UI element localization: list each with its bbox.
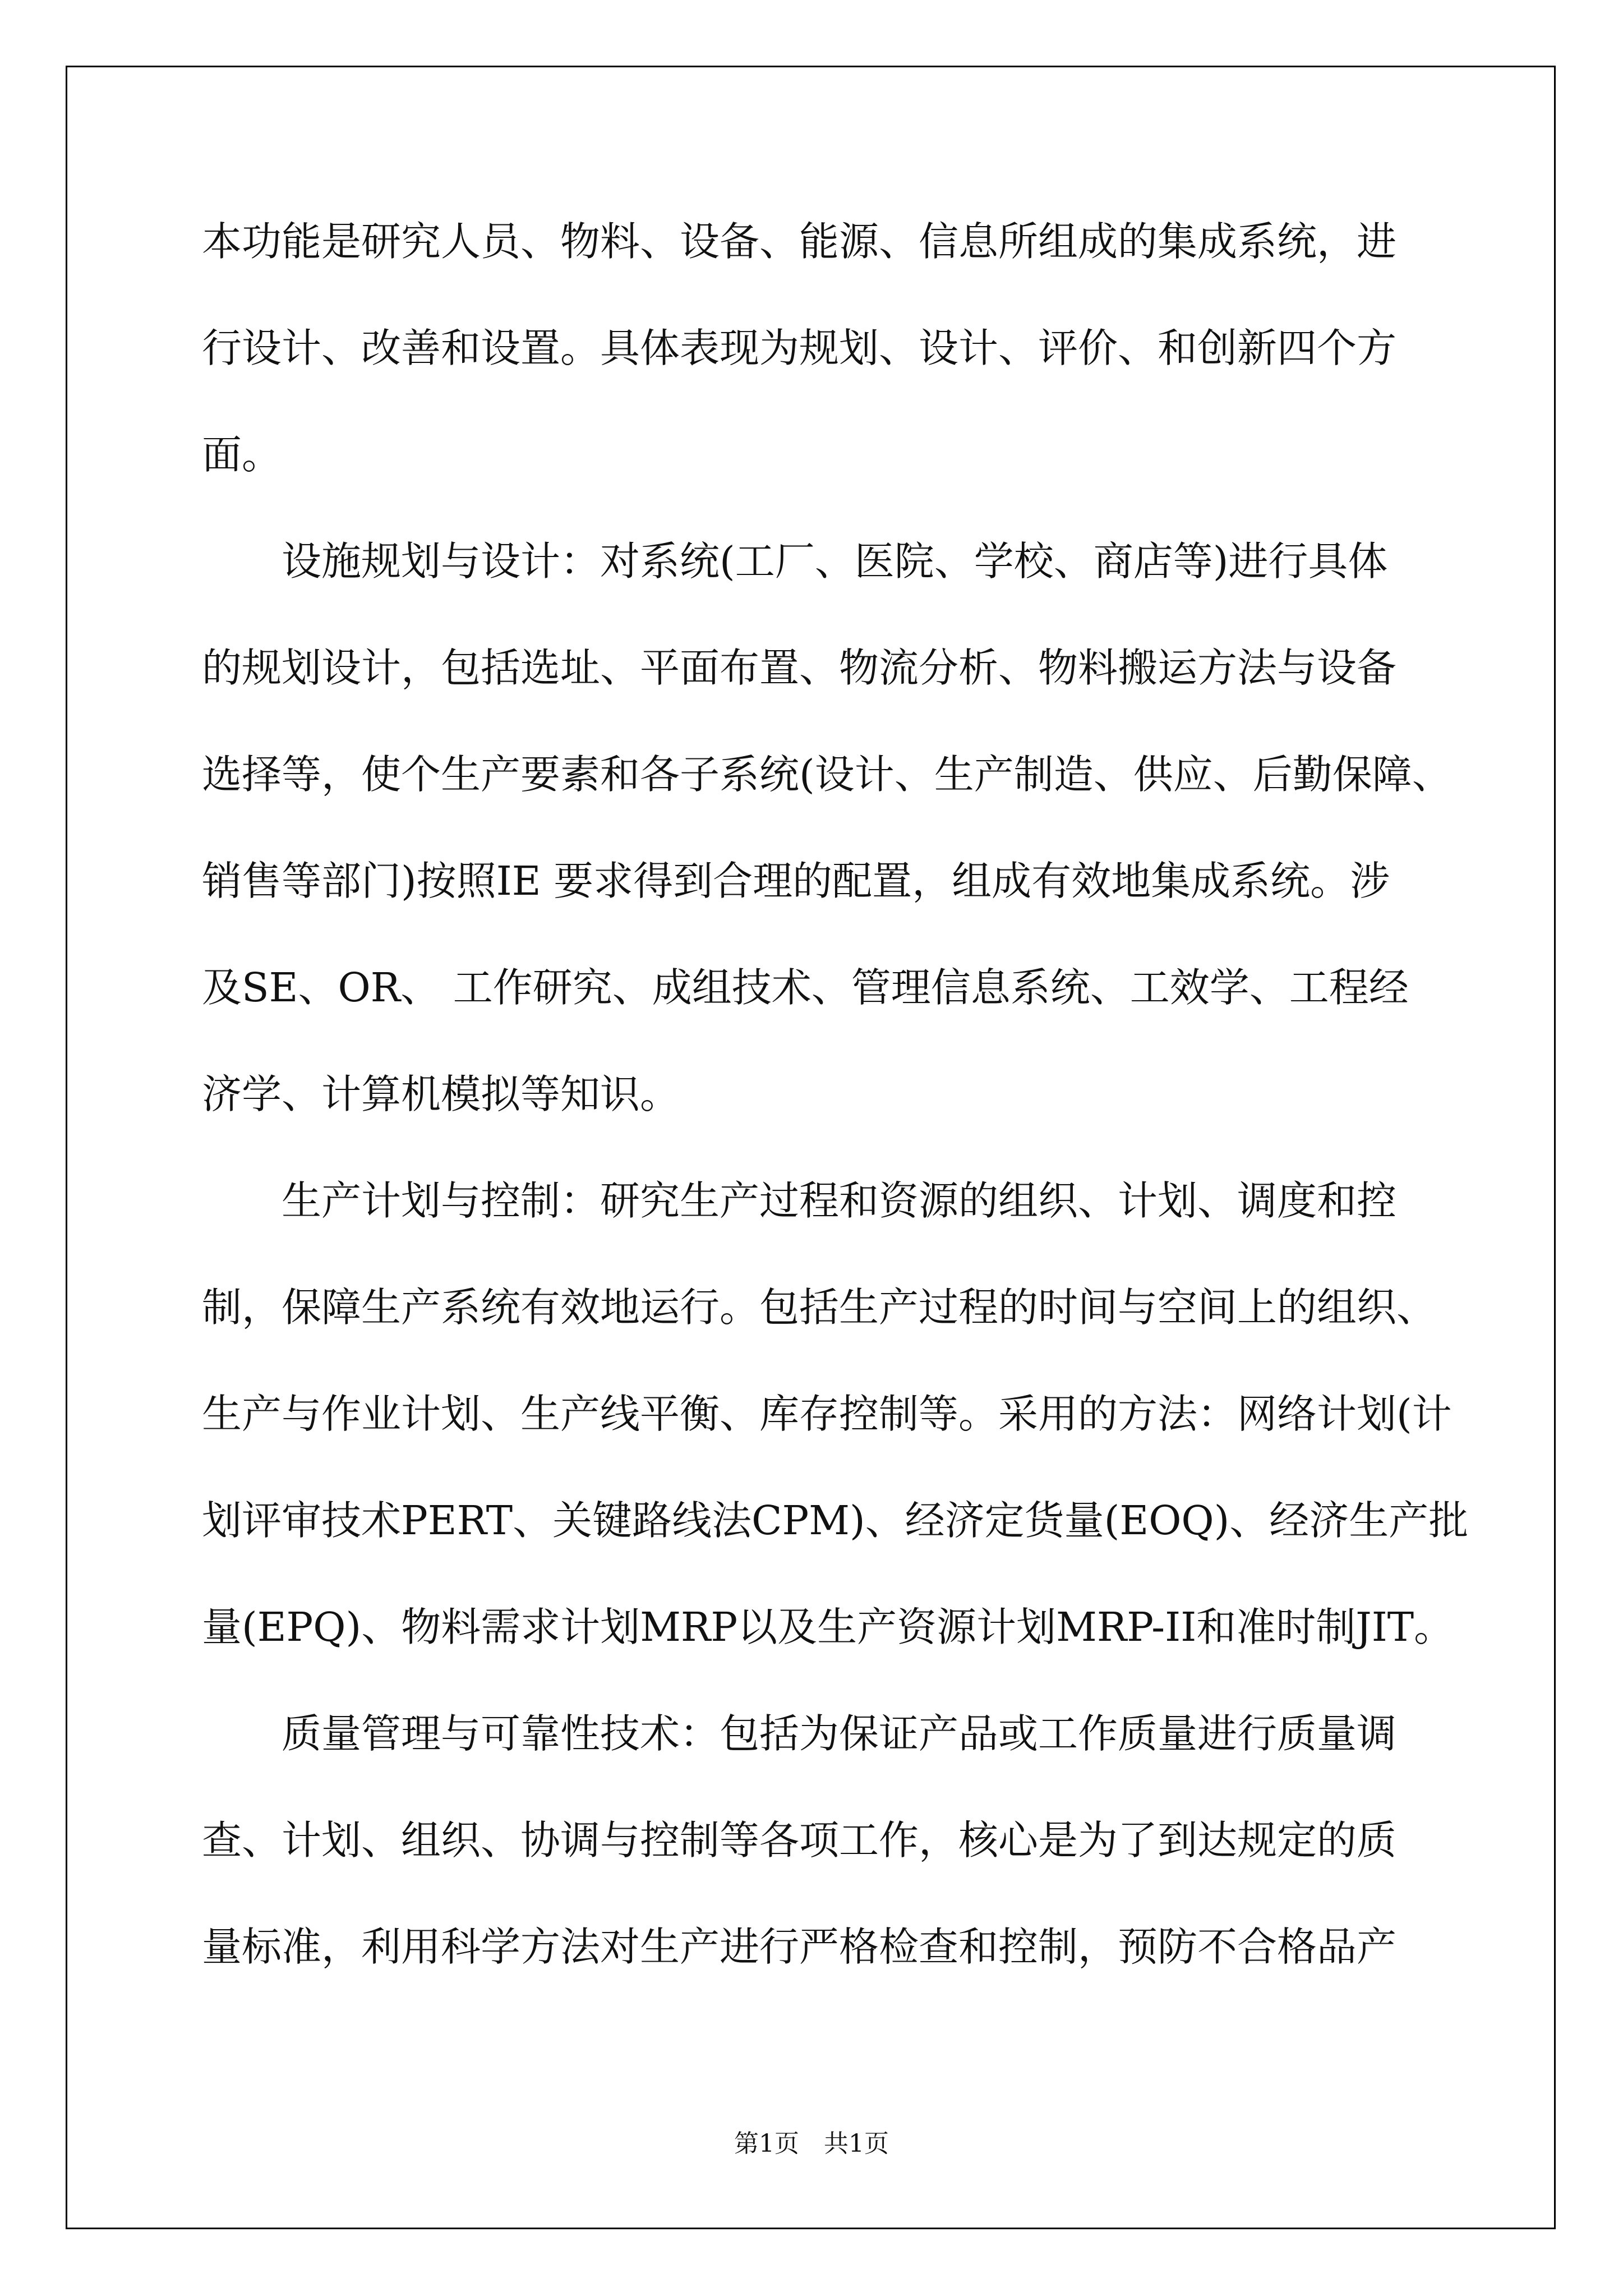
page-total: 共1页: [824, 2129, 889, 2158]
paragraph-1-line-3: 面。: [202, 431, 282, 478]
paragraph-2-line-2: 的规划设计，包括选址、平面布置、物流分析、物料搬运方法与设备: [202, 645, 1397, 691]
paragraph-4-line-3: 量标准，利用科学方法对生产进行严格检查和控制，预防不合格品产: [202, 1924, 1397, 1970]
paragraph-3-line-3: 生产与作业计划、生产线平衡、库存控制等。采用的方法：网络计划(计: [202, 1391, 1452, 1437]
paragraph-2-line-1: 设施规划与设计：对系统(工厂、医院、学校、商店等)进行具体: [282, 538, 1388, 585]
page-footer: [0, 2129, 1623, 2158]
paragraph-2-line-4: 销售等部门)按照IE 要求得到合理的配置，组成有效地集成系统。涉: [202, 858, 1390, 904]
paragraph-3-line-5: 量(EPQ)、物料需求计划MRP以及生产资源计划MRP-II和准时制JIT。: [202, 1604, 1454, 1650]
paragraph-3-line-4: 划评审技术PERT、关键路线法CPM)、经济定货量(EOQ)、经济生产批: [202, 1497, 1469, 1544]
page-number: 第1页: [734, 2129, 799, 2158]
paragraph-1-line-1: 本功能是研究人员、物料、设备、能源、信息所组成的集成系统，进: [202, 218, 1397, 265]
paragraph-4-line-1: 质量管理与可靠性技术：包括为保证产品或工作质量进行质量调: [282, 1710, 1397, 1757]
paragraph-4-line-2: 查、计划、组织、协调与控制等各项工作，核心是为了到达规定的质: [202, 1817, 1397, 1864]
paragraph-2-line-5: 及SE、OR、 工作研究、成组技术、管理信息系统、工效学、工程经: [202, 964, 1409, 1011]
paragraph-1-line-2: 行设计、改善和设置。具体表现为规划、设计、评价、和创新四个方: [202, 325, 1397, 371]
paragraph-2-line-6: 济学、计算机模拟等知识。: [202, 1071, 680, 1117]
paragraph-2-line-3: 选择等，使个生产要素和各子系统(设计、生产制造、供应、后勤保障、: [202, 751, 1452, 798]
document-body: [202, 218, 1469, 2033]
paragraph-3-line-1: 生产计划与控制：研究生产过程和资源的组织、计划、调度和控: [282, 1177, 1397, 1224]
paragraph-3-line-2: 制，保障生产系统有效地运行。包括生产过程的时间与空间上的组织、: [202, 1284, 1437, 1331]
